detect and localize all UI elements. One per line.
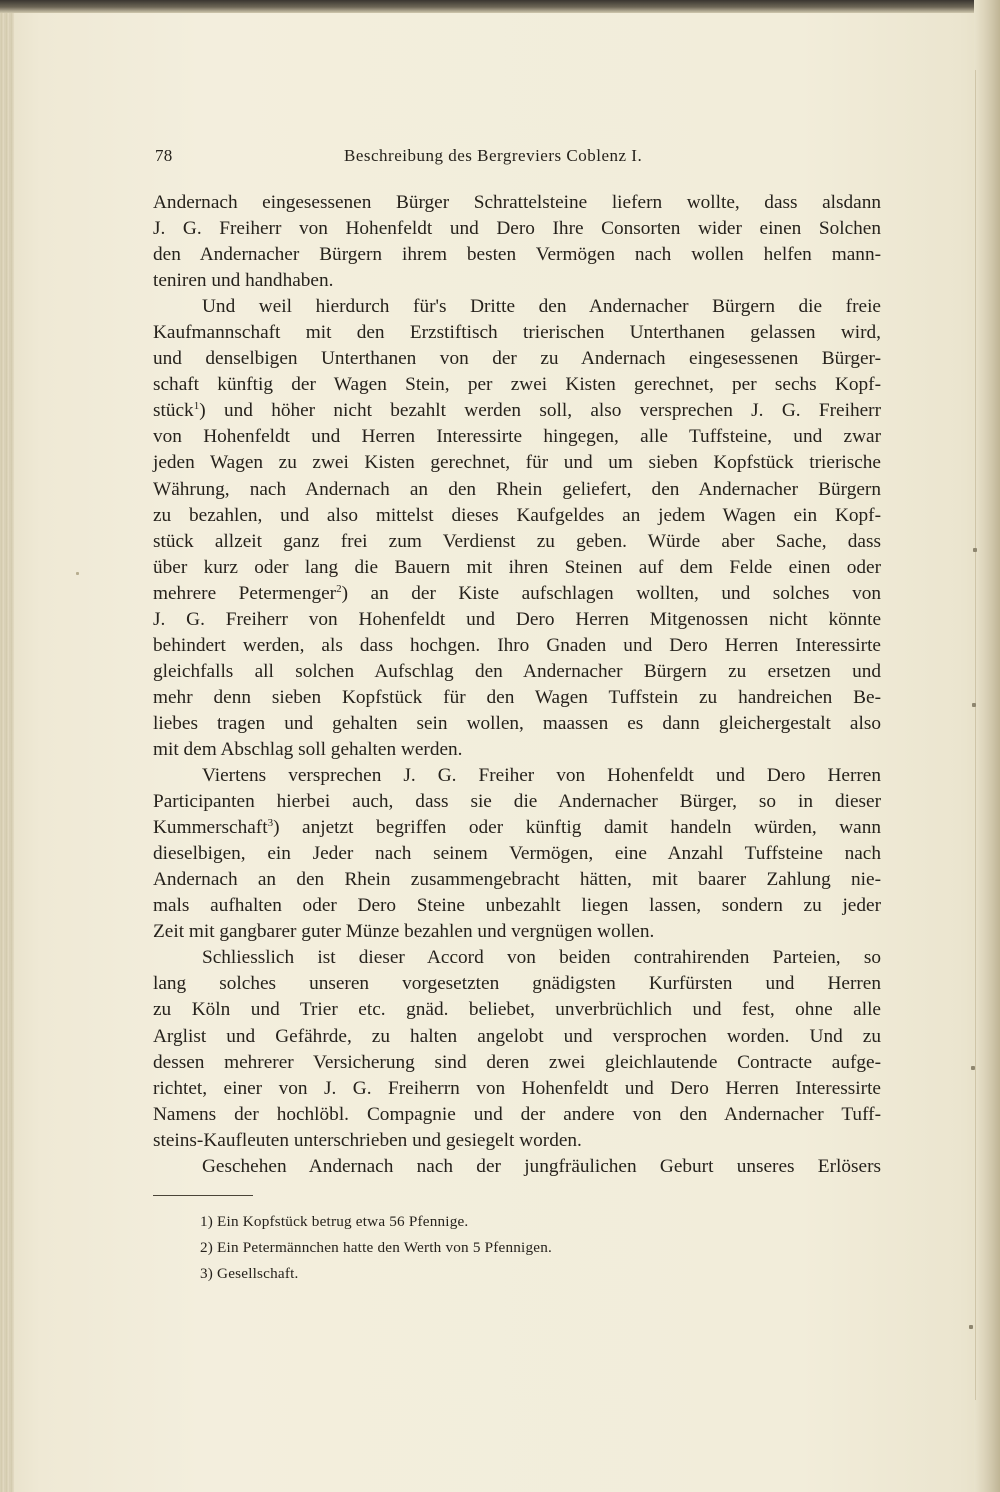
text-line: jeden Wagen zu zwei Kisten gerechnet, für und um sieben Kopfstück trierische [153,452,881,474]
edge-mark [971,1066,975,1070]
text-line: dieselbigen, ein Jeder nach seinem Vermögen, eine Anzahl Tuffsteine nach [153,843,881,865]
right-margin-rule [975,70,976,1400]
text-line: Viertens versprechen J. G. Freiher von Hohenfeldt und Dero Herren [202,765,881,787]
edge-mark [972,703,976,707]
text-line: den Andernacher Bürgern ihrem besten Vermögen nach wollen helfen mann- [153,244,881,266]
text-line: von Hohenfeldt und Herren Interessirte hingegen, alle Tuffsteine, und zwar [153,426,881,448]
text-line: J. G. Freiherr von Hohenfeldt und Dero Ihre Consorten wider einen Solchen [153,218,881,240]
text-line: stück allzeit ganz frei zum Verdienst zu geben. Würde aber Sache, dass [153,530,881,552]
top-page-edge [0,0,1000,13]
text-line: schaft künftig der Wagen Stein, per zwei Kisten gerechnet, per sechs Kopf- [153,374,881,396]
footnote: 1) Ein Kopfstück betrug etwa 56 Pfennige. [200,1213,469,1230]
text-line: Schliesslich ist dieser Accord von beiden contrahirenden Parteien, so [202,947,881,969]
text-line: J. G. Freiherr von Hohenfeldt und Dero Herren Mitgenossen nicht könnte [153,608,881,630]
header-title: Beschreibung des Bergreviers Coblenz I. [344,146,643,165]
text-line: Und weil hierdurch für's Dritte den Andernacher Bürgern die freie [202,296,881,318]
text-line: Arglist und Gefährde, zu halten angelobt und versprochen worden. Und zu [153,1025,881,1047]
text-line: liebes tragen und gehalten sein wollen, maassen es dann gleichergestalt also [153,712,881,734]
edge-mark [973,548,977,552]
footnote: 3) Gesellschaft. [200,1265,299,1282]
text-line: gleichfalls all solchen Aufschlag den Andernacher Bürgern zu ersetzen und [153,660,881,682]
edge-mark [76,572,79,575]
footnote: 2) Ein Petermännchen hatte den Werth von 5 Pfennigen. [200,1239,552,1256]
footnote-divider [153,1195,253,1196]
edge-mark [969,1325,973,1329]
text-line: Participanten hierbei auch, dass sie die Andernacher Bürger, so in dieser [153,791,881,813]
body-text [153,190,881,1180]
text-line: steins-Kaufleuten unterschrieben und gesiegelt worden. [153,1129,582,1151]
footnotes [200,1209,720,1287]
text-line: zu Köln und Trier etc. gnäd. beliebet, unverbrüchlich und fest, ohne alle [153,999,881,1021]
running-head [155,146,880,172]
text-line: Namens der hochlöbl. Compagnie und der andere von den Andernacher Tuff- [153,1103,881,1125]
text-line: richtet, einer von J. G. Freiherrn von Hohenfeldt und Dero Herren Interessirte [153,1077,881,1099]
text-line: lang solches unseren vorgesetzten gnädigsten Kurfürsten und Herren [153,973,881,995]
footnote-ref: 3 [267,817,274,830]
text-line: Zeit mit gangbarer guter Münze bezahlen und vergnügen wollen. [153,921,655,943]
text-line: Geschehen Andernach nach der jungfräulichen Geburt unseres Erlösers [202,1155,881,1177]
text-line: Andernach an den Rhein zusammengebracht hätten, mit baarer Zahlung nie- [153,869,881,891]
text-line: behindert werden, als dass hochgen. Ihro Gnaden und Dero Herren Interessirte [153,634,881,656]
text-line: mals aufhalten oder Dero Steine unbezahlt liegen lassen, sondern zu jeder [153,895,881,917]
left-page-edge [0,0,14,1492]
right-page-edge [974,0,1000,1492]
text-line: und denselbigen Unterthanen von der zu Andernach eingesessenen Bürger- [153,348,881,370]
text-line: Andernach eingesessenen Bürger Schrattelsteine liefern wollte, dass alsdann [153,192,881,213]
text-line: mehr denn sieben Kopfstück für den Wagen Tuffstein zu handreichen Be- [153,686,881,708]
text-line: teniren und handhaben. [153,270,334,292]
text-line: dessen mehrerer Versicherung sind deren zwei gleichlautende Contracte aufge- [153,1051,881,1073]
text-line: Kaufmannschaft mit den Erzstiftisch trierischen Unterthanen gelassen wird, [153,322,881,344]
text-line: mehrere Petermenger$^2$) an der Kiste aufschlagen wollten, und solches von [153,582,881,604]
text-line: mit dem Abschlag soll gehalten werden. [153,738,463,760]
text-line: über kurz oder lang die Bauern mit ihren Steinen auf dem Felde einen oder [153,556,881,578]
text-line: stück$^1$) und höher nicht bezahlt werden soll, also versprechen J. G. Freiherr [153,400,881,422]
text-line: Kummerschaft$^3$) anjetzt begriffen oder künftig damit handeln würden, wann [153,817,881,839]
footnote-ref: 1 [193,400,200,413]
text-line: Währung, nach Andernach an den Rhein geliefert, den Andernacher Bürgern [153,478,881,500]
text-line: zu bezahlen, und also mittelst dieses Kaufgeldes an jedem Wagen ein Kopf- [153,504,881,526]
page-number: 78 [155,146,173,165]
footnote-ref: 2 [336,582,342,595]
